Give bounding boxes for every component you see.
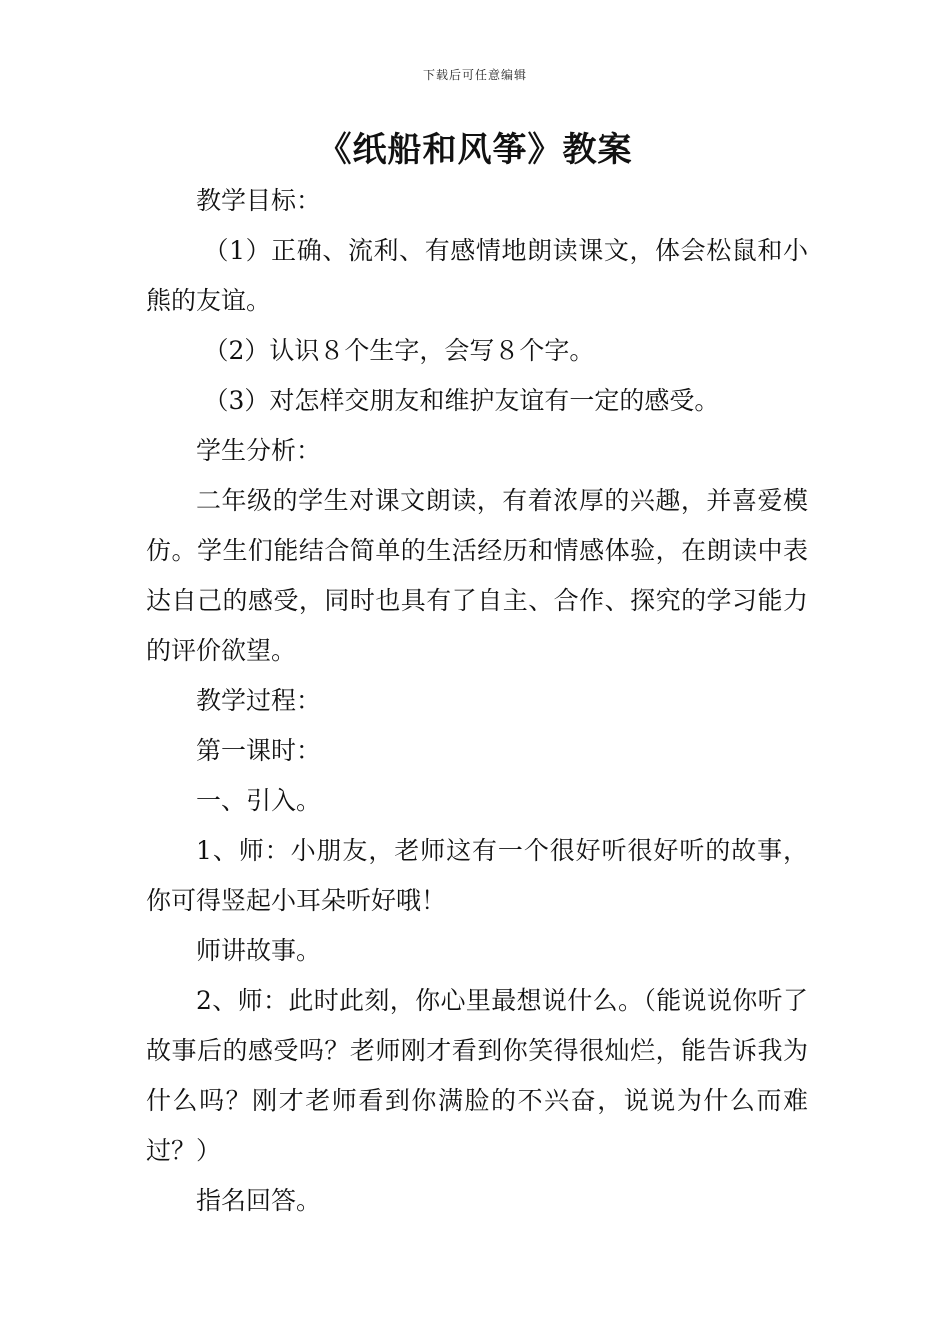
- section-heading-student-analysis: 学生分析：: [196, 436, 322, 465]
- step-paragraph-answer: 指名回答。: [196, 1186, 322, 1215]
- step-paragraph-1: 1、师：小朋友，老师这有一个很好听很好听的故事，你可得竖起小耳朵听好哦！: [146, 836, 808, 915]
- step-heading-intro: 一、引入。: [196, 786, 322, 815]
- objective-item-3: （3）对怎样交朋友和维护友谊有一定的感受。: [203, 386, 720, 415]
- section-heading-process: 教学过程：: [196, 686, 322, 715]
- document-title: 《纸船和风筝》教案: [317, 130, 633, 170]
- step-paragraph-story: 师讲故事。: [196, 936, 322, 965]
- document-body: [146, 176, 808, 1226]
- student-analysis-paragraph: 二年级的学生对课文朗读，有着浓厚的兴趣，并喜爱模仿。学生们能结合简单的生活经历和情感体验，在朗读中表达自己的感受，同时也具有了自主、合作、探究的学习能力的评价欲望。: [146, 486, 808, 665]
- objective-item-2: （2）认识８个生字，会写８个字。: [203, 336, 595, 365]
- header-note: 下载后可任意编辑: [422, 68, 527, 82]
- step-paragraph-2: 2、师：此时此刻，你心里最想说什么。（能说说你听了故事后的感受吗？老师刚才看到你笑得很灿烂，能告诉我为什么吗？刚才老师看到你满脸的不兴奋，说说为什么而难过？）: [146, 986, 808, 1165]
- section-heading-objectives: 教学目标：: [196, 186, 322, 215]
- objective-item-1: （1）正确、流利、有感情地朗读课文，体会松鼠和小熊的友谊。: [146, 236, 808, 315]
- lesson-heading-first: 第一课时：: [196, 736, 322, 765]
